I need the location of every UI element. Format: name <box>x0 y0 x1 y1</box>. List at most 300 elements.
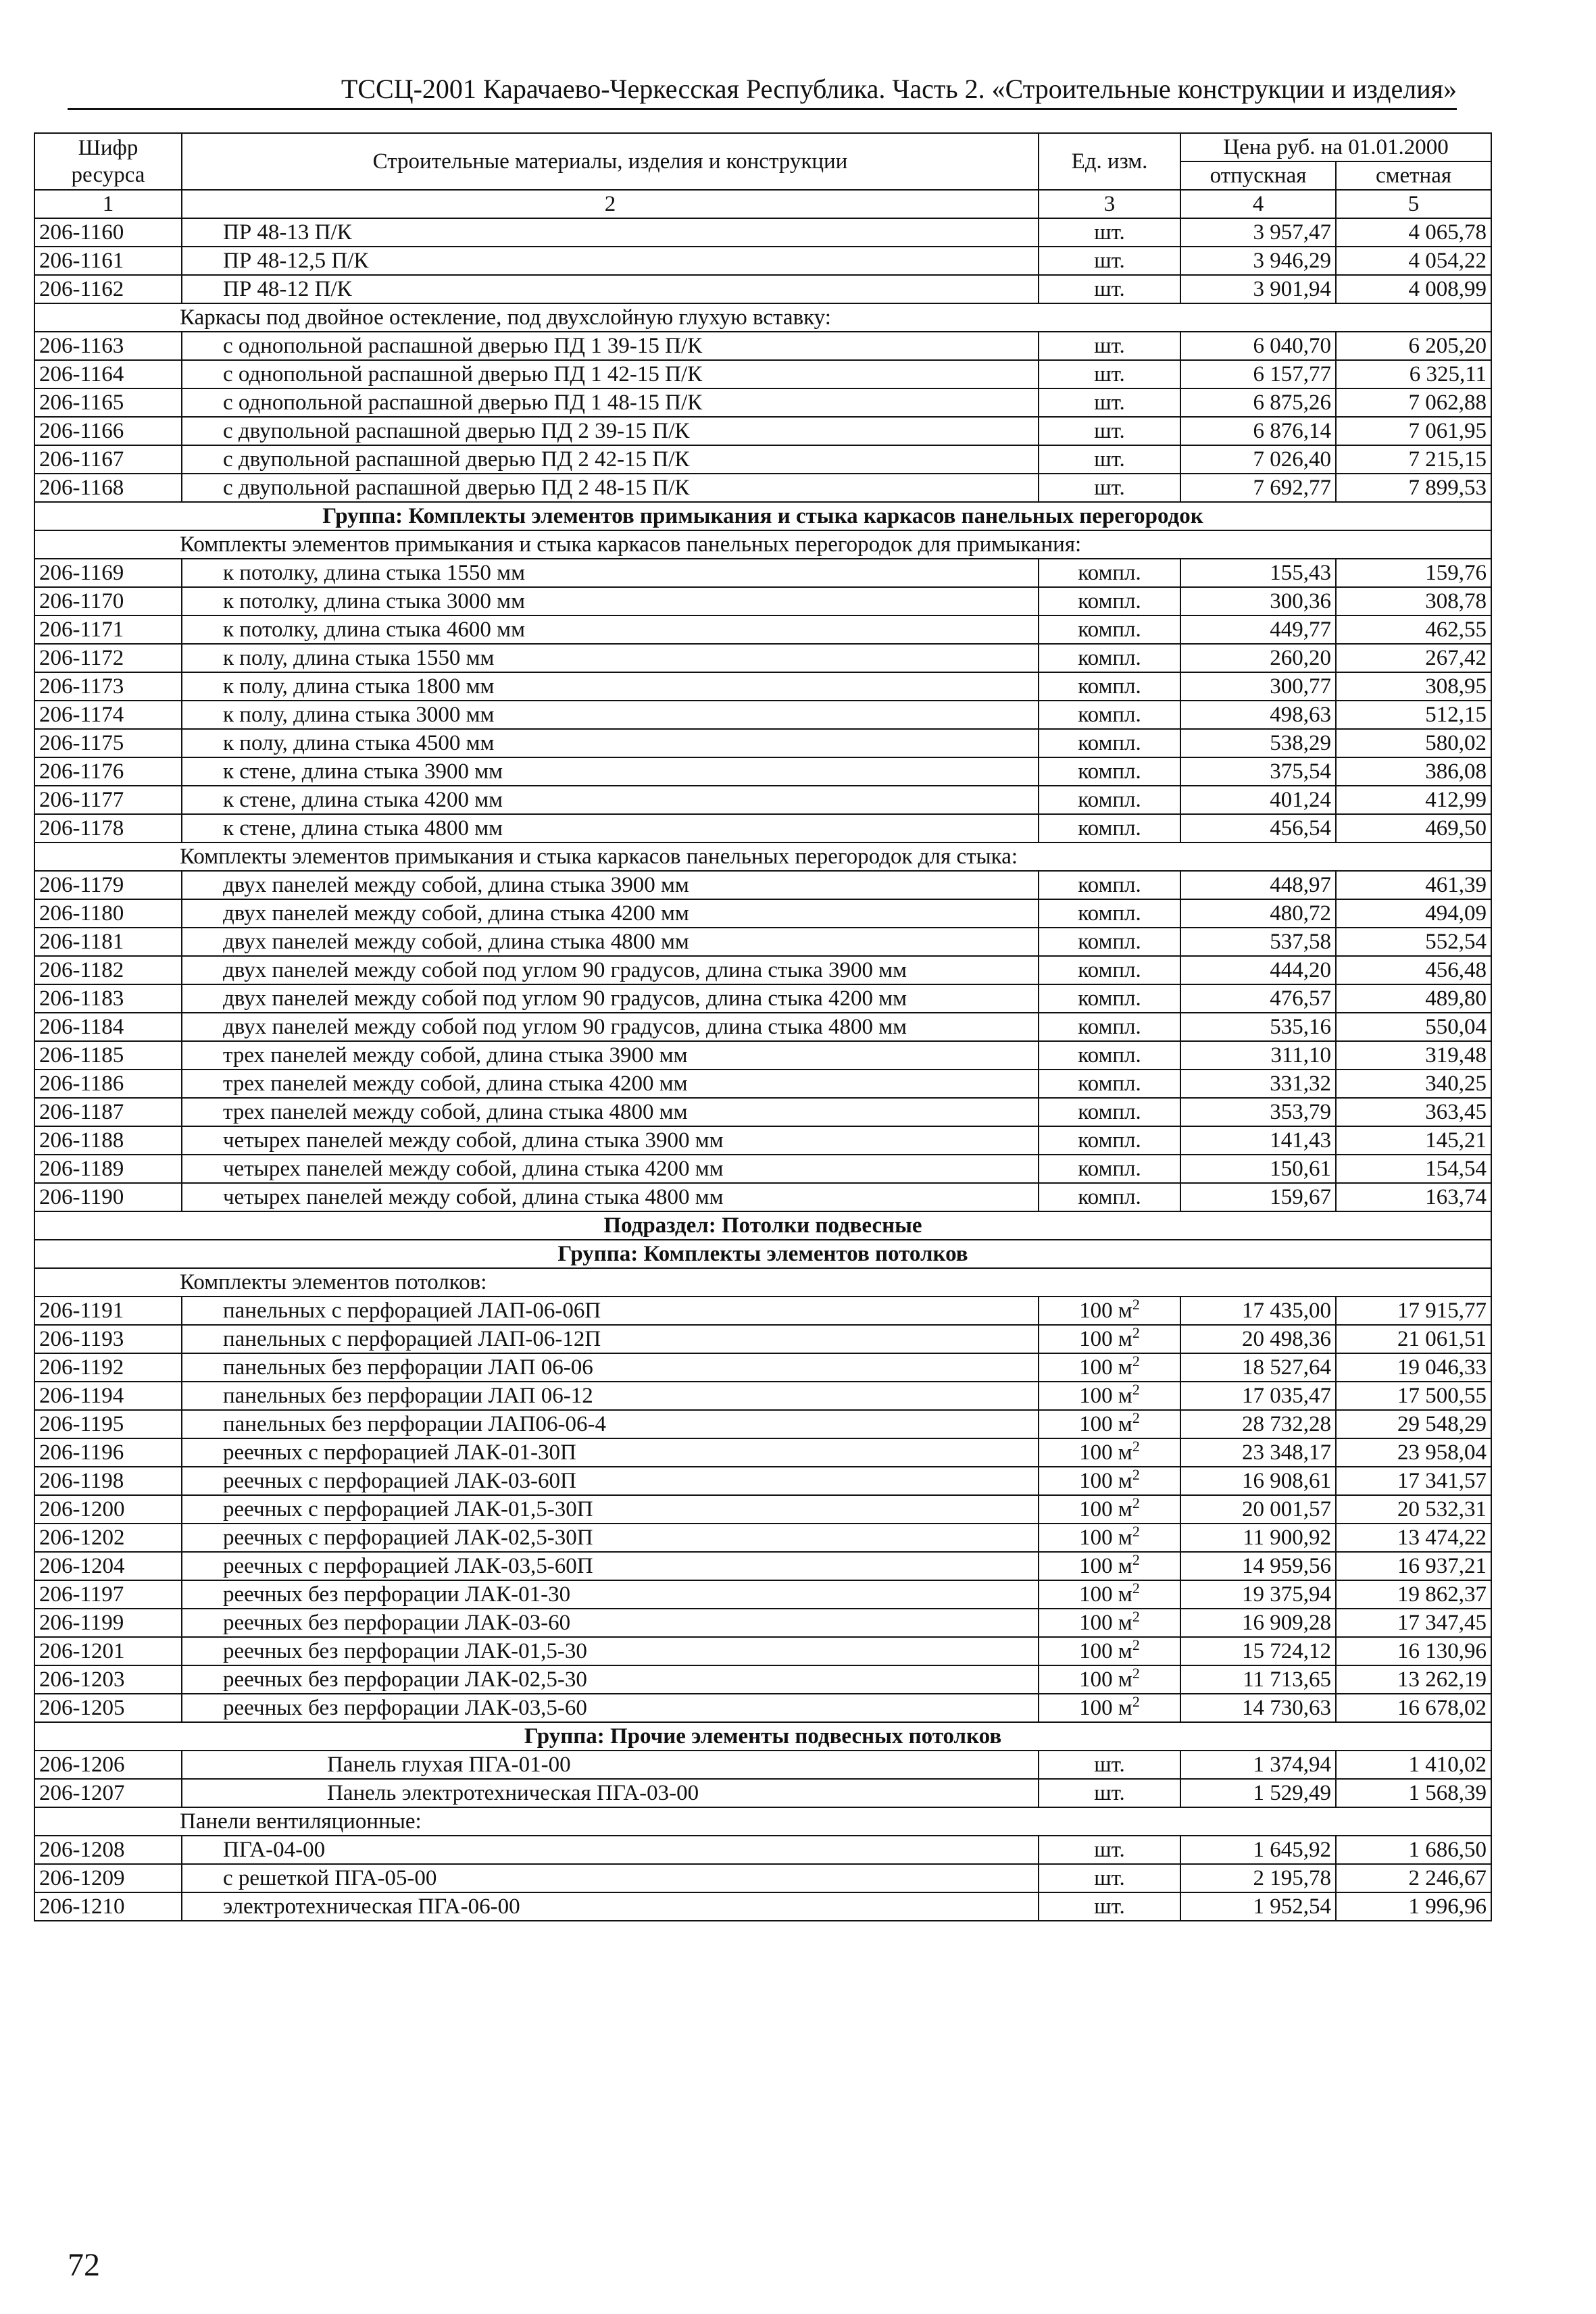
release-price: 6 157,77 <box>1180 360 1336 388</box>
resource-code: 206-1178 <box>34 814 182 842</box>
table-row <box>34 984 1491 1013</box>
resource-code: 206-1172 <box>34 644 182 672</box>
release-price: 11 713,65 <box>1180 1665 1336 1694</box>
unit-superscript: 2 <box>1132 1382 1140 1398</box>
release-price: 300,77 <box>1180 672 1336 701</box>
estimate-price: 19 046,33 <box>1336 1353 1491 1382</box>
unit-text: шт. <box>1094 1866 1125 1890</box>
unit-cell <box>1039 672 1180 701</box>
release-price: 1 529,49 <box>1180 1779 1336 1807</box>
unit-cell <box>1039 247 1180 275</box>
item-name: Панель электротехническая ПГА-03-00 <box>182 1779 1039 1807</box>
release-price: 480,72 <box>1180 899 1336 928</box>
unit-superscript: 2 <box>1132 1438 1140 1455</box>
unit-text: компл. <box>1078 901 1141 926</box>
item-name: ПР 48-13 П/К <box>182 218 1039 247</box>
group-heading: Группа: Комплекты элементов примыкания и стыка каркасов панельных перегородок <box>34 502 1491 530</box>
resource-code: 206-1185 <box>34 1041 182 1070</box>
estimate-price: 4 065,78 <box>1336 218 1491 247</box>
estimate-price: 550,04 <box>1336 1013 1491 1041</box>
item-name: с решеткой ПГА-05-00 <box>182 1864 1039 1892</box>
estimate-price: 319,48 <box>1336 1041 1491 1070</box>
item-name: двух панелей между собой, длина стыка 3900 мм <box>182 871 1039 899</box>
unit-text: шт. <box>1094 362 1125 386</box>
unit-text: компл. <box>1078 958 1141 982</box>
unit-text: 100 м <box>1079 1384 1132 1408</box>
unit-cell <box>1039 928 1180 956</box>
release-price: 16 908,61 <box>1180 1467 1336 1495</box>
unit-superscript: 2 <box>1132 1524 1140 1540</box>
unit-cell <box>1039 701 1180 729</box>
unit-cell <box>1039 1410 1180 1438</box>
unit-text: компл. <box>1078 759 1141 784</box>
group-heading-row <box>34 1722 1491 1751</box>
resource-code: 206-1201 <box>34 1637 182 1665</box>
unit-text: 100 м <box>1079 1611 1132 1635</box>
note-text: Комплекты элементов потолков: <box>34 1268 1491 1297</box>
table-row <box>34 1637 1491 1665</box>
unit-text: шт. <box>1094 419 1125 443</box>
unit-text: компл. <box>1078 1185 1141 1209</box>
note-row <box>34 1268 1491 1297</box>
unit-cell <box>1039 615 1180 644</box>
release-price: 331,32 <box>1180 1070 1336 1098</box>
table-row <box>34 729 1491 757</box>
release-price: 444,20 <box>1180 956 1336 984</box>
resource-code: 206-1181 <box>34 928 182 956</box>
release-price: 3 946,29 <box>1180 247 1336 275</box>
estimate-price: 6 205,20 <box>1336 332 1491 360</box>
unit-cell <box>1039 1665 1180 1694</box>
estimate-price: 7 215,15 <box>1336 445 1491 474</box>
unit-cell <box>1039 1183 1180 1211</box>
resource-code: 206-1190 <box>34 1183 182 1211</box>
table-row <box>34 587 1491 615</box>
unit-cell <box>1039 1495 1180 1524</box>
item-name: к потолку, длина стыка 1550 мм <box>182 559 1039 587</box>
unit-cell <box>1039 587 1180 615</box>
item-name: с однопольной распашной дверью ПД 1 42-15 П/К <box>182 360 1039 388</box>
estimate-price: 159,76 <box>1336 559 1491 587</box>
unit-text: 100 м <box>1079 1696 1132 1720</box>
item-name: к полу, длина стыка 1800 мм <box>182 672 1039 701</box>
table-row <box>34 786 1491 814</box>
item-name: с двупольной распашной дверью ПД 2 48-15 П/К <box>182 474 1039 502</box>
col-release-header: отпускная <box>1180 161 1336 190</box>
resource-code: 206-1171 <box>34 615 182 644</box>
unit-text: компл. <box>1078 589 1141 613</box>
table-row <box>34 1864 1491 1892</box>
estimate-price: 4 054,22 <box>1336 247 1491 275</box>
release-price: 20 001,57 <box>1180 1495 1336 1524</box>
release-price: 28 732,28 <box>1180 1410 1336 1438</box>
item-name: реечных без перфорации ЛАК-02,5-30 <box>182 1665 1039 1694</box>
col-name-header: Строительные материалы, изделия и конструкции <box>182 133 1039 190</box>
table-row <box>34 1098 1491 1126</box>
release-price: 6 040,70 <box>1180 332 1336 360</box>
unit-superscript: 2 <box>1132 1609 1140 1625</box>
note-text: Каркасы под двойное остекление, под двухслойную глухую вставку: <box>34 303 1491 332</box>
item-name: двух панелей между собой под углом 90 градусов, длина стыка 4800 мм <box>182 1013 1039 1041</box>
unit-cell <box>1039 1013 1180 1041</box>
release-price: 18 527,64 <box>1180 1353 1336 1382</box>
unit-superscript: 2 <box>1132 1467 1140 1483</box>
table-row <box>34 1892 1491 1921</box>
item-name: двух панелей между собой под углом 90 градусов, длина стыка 4200 мм <box>182 984 1039 1013</box>
resource-code: 206-1160 <box>34 218 182 247</box>
estimate-price: 19 862,37 <box>1336 1580 1491 1609</box>
resource-code: 206-1174 <box>34 701 182 729</box>
unit-text: компл. <box>1078 873 1141 897</box>
item-name: четырех панелей между собой, длина стыка 4800 мм <box>182 1183 1039 1211</box>
item-name: панельных без перфорации ЛАП 06-06 <box>182 1353 1039 1382</box>
estimate-price: 17 500,55 <box>1336 1382 1491 1410</box>
group-heading-row <box>34 1240 1491 1268</box>
unit-text: 100 м <box>1079 1639 1132 1663</box>
table-row <box>34 275 1491 303</box>
table-row <box>34 218 1491 247</box>
release-price: 7 692,77 <box>1180 474 1336 502</box>
table-row <box>34 672 1491 701</box>
estimate-price: 154,54 <box>1336 1155 1491 1183</box>
release-price: 300,36 <box>1180 587 1336 615</box>
table-row <box>34 644 1491 672</box>
table-row <box>34 1410 1491 1438</box>
unit-cell <box>1039 1438 1180 1467</box>
unit-cell <box>1039 729 1180 757</box>
unit-cell <box>1039 871 1180 899</box>
item-name: к потолку, длина стыка 3000 мм <box>182 587 1039 615</box>
release-price: 17 435,00 <box>1180 1297 1336 1325</box>
unit-cell <box>1039 814 1180 842</box>
estimate-price: 1 568,39 <box>1336 1779 1491 1807</box>
unit-superscript: 2 <box>1132 1580 1140 1596</box>
table-row <box>34 247 1491 275</box>
estimate-price: 580,02 <box>1336 729 1491 757</box>
estimate-price: 512,15 <box>1336 701 1491 729</box>
resource-code: 206-1197 <box>34 1580 182 1609</box>
page-number: 72 <box>68 2247 100 2283</box>
release-price: 7 026,40 <box>1180 445 1336 474</box>
estimate-price: 267,42 <box>1336 644 1491 672</box>
unit-superscript: 2 <box>1132 1694 1140 1710</box>
resource-code: 206-1187 <box>34 1098 182 1126</box>
resource-code: 206-1169 <box>34 559 182 587</box>
estimate-price: 308,78 <box>1336 587 1491 615</box>
estimate-price: 2 246,67 <box>1336 1864 1491 1892</box>
release-price: 6 876,14 <box>1180 417 1336 445</box>
resource-code: 206-1205 <box>34 1694 182 1722</box>
estimate-price: 1 996,96 <box>1336 1892 1491 1921</box>
unit-text: 100 м <box>1079 1667 1132 1692</box>
table-row <box>34 1155 1491 1183</box>
estimate-price: 494,09 <box>1336 899 1491 928</box>
estimate-price: 4 008,99 <box>1336 275 1491 303</box>
estimate-price: 489,80 <box>1336 984 1491 1013</box>
resource-code: 206-1184 <box>34 1013 182 1041</box>
unit-cell <box>1039 1297 1180 1325</box>
col-number-2: 2 <box>182 190 1039 218</box>
unit-text: 100 м <box>1079 1526 1132 1550</box>
unit-cell <box>1039 757 1180 786</box>
estimate-price: 145,21 <box>1336 1126 1491 1155</box>
estimate-price: 13 262,19 <box>1336 1665 1491 1694</box>
estimate-price: 29 548,29 <box>1336 1410 1491 1438</box>
group-heading: Группа: Прочие элементы подвесных потолков <box>34 1722 1491 1751</box>
release-price: 353,79 <box>1180 1098 1336 1126</box>
estimate-price: 7 062,88 <box>1336 388 1491 417</box>
resource-code: 206-1195 <box>34 1410 182 1438</box>
release-price: 20 498,36 <box>1180 1325 1336 1353</box>
item-name: к полу, длина стыка 1550 мм <box>182 644 1039 672</box>
resource-code: 206-1170 <box>34 587 182 615</box>
estimate-price: 1 410,02 <box>1336 1751 1491 1779</box>
estimate-price: 462,55 <box>1336 615 1491 644</box>
estimate-price: 13 474,22 <box>1336 1524 1491 1552</box>
unit-text: компл. <box>1078 703 1141 727</box>
unit-cell <box>1039 1126 1180 1155</box>
unit-text: шт. <box>1094 1894 1125 1919</box>
release-price: 476,57 <box>1180 984 1336 1013</box>
release-price: 3 957,47 <box>1180 218 1336 247</box>
release-price: 449,77 <box>1180 615 1336 644</box>
unit-text: шт. <box>1094 1781 1125 1805</box>
resource-code: 206-1200 <box>34 1495 182 1524</box>
table-body <box>34 218 1491 1921</box>
unit-cell <box>1039 1552 1180 1580</box>
unit-cell <box>1039 1892 1180 1921</box>
item-name: реечных без перфорации ЛАК-03,5-60 <box>182 1694 1039 1722</box>
unit-superscript: 2 <box>1132 1353 1140 1369</box>
unit-text: компл. <box>1078 1157 1141 1181</box>
item-name: Панель глухая ПГА-01-00 <box>182 1751 1039 1779</box>
unit-cell <box>1039 275 1180 303</box>
release-price: 498,63 <box>1180 701 1336 729</box>
resource-code: 206-1202 <box>34 1524 182 1552</box>
unit-superscript: 2 <box>1132 1665 1140 1682</box>
table-row <box>34 1609 1491 1637</box>
item-name: двух панелей между собой, длина стыка 4200 мм <box>182 899 1039 928</box>
unit-cell <box>1039 1098 1180 1126</box>
table-row <box>34 1013 1491 1041</box>
estimate-price: 20 532,31 <box>1336 1495 1491 1524</box>
col-code-header: Шифр ресурса <box>34 133 182 190</box>
unit-text: 100 м <box>1079 1469 1132 1493</box>
estimate-price: 17 341,57 <box>1336 1467 1491 1495</box>
item-name: реечных с перфорацией ЛАК-03,5-60П <box>182 1552 1039 1580</box>
table-row <box>34 1552 1491 1580</box>
unit-text: компл. <box>1078 674 1141 699</box>
release-price: 23 348,17 <box>1180 1438 1336 1467</box>
unit-text: компл. <box>1078 1100 1141 1124</box>
col-estimate-header: сметная <box>1336 161 1491 190</box>
resource-code: 206-1208 <box>34 1836 182 1864</box>
unit-superscript: 2 <box>1132 1637 1140 1653</box>
resource-code: 206-1166 <box>34 417 182 445</box>
table-row <box>34 1495 1491 1524</box>
table-row <box>34 1041 1491 1070</box>
item-name: реечных с перфорацией ЛАК-03-60П <box>182 1467 1039 1495</box>
release-price: 6 875,26 <box>1180 388 1336 417</box>
table-row <box>34 1382 1491 1410</box>
col-price-header: Цена руб. на 01.01.2000 <box>1180 133 1491 161</box>
table-row <box>34 1694 1491 1722</box>
unit-text: шт. <box>1094 447 1125 472</box>
resource-code: 206-1198 <box>34 1467 182 1495</box>
release-price: 375,54 <box>1180 757 1336 786</box>
unit-text: 100 м <box>1079 1327 1132 1351</box>
item-name: с однопольной распашной дверью ПД 1 48-15 П/К <box>182 388 1039 417</box>
estimate-price: 16 678,02 <box>1336 1694 1491 1722</box>
item-name: ПГА-04-00 <box>182 1836 1039 1864</box>
unit-text: шт. <box>1094 220 1125 245</box>
release-price: 16 909,28 <box>1180 1609 1336 1637</box>
release-price: 3 901,94 <box>1180 275 1336 303</box>
item-name: трех панелей между собой, длина стыка 3900 мм <box>182 1041 1039 1070</box>
table-header <box>34 133 1491 218</box>
unit-superscript: 2 <box>1132 1410 1140 1426</box>
unit-text: компл. <box>1078 986 1141 1011</box>
unit-superscript: 2 <box>1132 1325 1140 1341</box>
unit-text: компл. <box>1078 816 1141 840</box>
item-name: панельных без перфорации ЛАП06-06-4 <box>182 1410 1039 1438</box>
unit-cell <box>1039 786 1180 814</box>
unit-text: шт. <box>1094 476 1125 500</box>
resource-code: 206-1196 <box>34 1438 182 1467</box>
item-name: панельных с перфорацией ЛАП-06-06П <box>182 1297 1039 1325</box>
group-heading: Группа: Комплекты элементов потолков <box>34 1240 1491 1268</box>
unit-cell <box>1039 1070 1180 1098</box>
note-text: Комплекты элементов примыкания и стыка каркасов панельных перегородок для примыкания: <box>34 530 1491 559</box>
table-row <box>34 1438 1491 1467</box>
estimate-price: 6 325,11 <box>1336 360 1491 388</box>
note-row <box>34 530 1491 559</box>
estimate-price: 363,45 <box>1336 1098 1491 1126</box>
resource-code: 206-1179 <box>34 871 182 899</box>
col-number-4: 4 <box>1180 190 1336 218</box>
unit-cell <box>1039 956 1180 984</box>
release-price: 311,10 <box>1180 1041 1336 1070</box>
resource-code: 206-1204 <box>34 1552 182 1580</box>
item-name: к стене, длина стыка 3900 мм <box>182 757 1039 786</box>
table-row <box>34 559 1491 587</box>
resource-code: 206-1207 <box>34 1779 182 1807</box>
item-name: ПР 48-12 П/К <box>182 275 1039 303</box>
unit-text: компл. <box>1078 646 1141 670</box>
estimate-price: 461,39 <box>1336 871 1491 899</box>
table-row <box>34 757 1491 786</box>
table-row <box>34 1580 1491 1609</box>
price-table <box>34 132 1492 1921</box>
release-price: 537,58 <box>1180 928 1336 956</box>
unit-text: шт. <box>1094 1838 1125 1862</box>
unit-superscript: 2 <box>1132 1297 1140 1313</box>
estimate-price: 163,74 <box>1336 1183 1491 1211</box>
resource-code: 206-1186 <box>34 1070 182 1098</box>
release-price: 535,16 <box>1180 1013 1336 1041</box>
unit-text: 100 м <box>1079 1554 1132 1578</box>
note-row <box>34 1807 1491 1836</box>
table-row <box>34 615 1491 644</box>
table-row <box>34 1325 1491 1353</box>
estimate-price: 16 937,21 <box>1336 1552 1491 1580</box>
table-row <box>34 1467 1491 1495</box>
unit-cell <box>1039 388 1180 417</box>
item-name: к полу, длина стыка 4500 мм <box>182 729 1039 757</box>
item-name: к потолку, длина стыка 4600 мм <box>182 615 1039 644</box>
release-price: 1 952,54 <box>1180 1892 1336 1921</box>
unit-text: 100 м <box>1079 1497 1132 1521</box>
release-price: 141,43 <box>1180 1126 1336 1155</box>
unit-text: компл. <box>1078 561 1141 585</box>
estimate-price: 386,08 <box>1336 757 1491 786</box>
unit-cell <box>1039 1694 1180 1722</box>
unit-text: 100 м <box>1079 1582 1132 1607</box>
item-name: электротехническая ПГА-06-00 <box>182 1892 1039 1921</box>
table-row <box>34 701 1491 729</box>
item-name: к стене, длина стыка 4200 мм <box>182 786 1039 814</box>
unit-cell <box>1039 1609 1180 1637</box>
unit-text: компл. <box>1078 1128 1141 1153</box>
unit-superscript: 2 <box>1132 1552 1140 1568</box>
unit-cell <box>1039 1580 1180 1609</box>
unit-text: компл. <box>1078 1072 1141 1096</box>
unit-cell <box>1039 445 1180 474</box>
unit-superscript: 2 <box>1132 1495 1140 1511</box>
item-name: с двупольной распашной дверью ПД 2 42-15 П/К <box>182 445 1039 474</box>
table-row <box>34 1353 1491 1382</box>
release-price: 448,97 <box>1180 871 1336 899</box>
unit-text: 100 м <box>1079 1440 1132 1465</box>
unit-cell <box>1039 899 1180 928</box>
release-price: 260,20 <box>1180 644 1336 672</box>
release-price: 19 375,94 <box>1180 1580 1336 1609</box>
unit-text: компл. <box>1078 930 1141 954</box>
estimate-price: 16 130,96 <box>1336 1637 1491 1665</box>
release-price: 1 645,92 <box>1180 1836 1336 1864</box>
table-row <box>34 899 1491 928</box>
resource-code: 206-1210 <box>34 1892 182 1921</box>
col-number-3: 3 <box>1039 190 1180 218</box>
release-price: 401,24 <box>1180 786 1336 814</box>
resource-code: 206-1188 <box>34 1126 182 1155</box>
release-price: 1 374,94 <box>1180 1751 1336 1779</box>
unit-text: шт. <box>1094 391 1125 415</box>
table-row <box>34 814 1491 842</box>
unit-cell <box>1039 559 1180 587</box>
release-price: 15 724,12 <box>1180 1637 1336 1665</box>
estimate-price: 17 347,45 <box>1336 1609 1491 1637</box>
unit-text: компл. <box>1078 731 1141 755</box>
release-price: 456,54 <box>1180 814 1336 842</box>
release-price: 150,61 <box>1180 1155 1336 1183</box>
resource-code: 206-1164 <box>34 360 182 388</box>
resource-code: 206-1168 <box>34 474 182 502</box>
estimate-price: 308,95 <box>1336 672 1491 701</box>
table-row <box>34 360 1491 388</box>
item-name: реечных с перфорацией ЛАК-01-30П <box>182 1438 1039 1467</box>
unit-cell <box>1039 644 1180 672</box>
subsection-heading-row <box>34 1211 1491 1240</box>
resource-code: 206-1206 <box>34 1751 182 1779</box>
unit-cell <box>1039 984 1180 1013</box>
resource-code: 206-1191 <box>34 1297 182 1325</box>
col-number-1: 1 <box>34 190 182 218</box>
release-price: 2 195,78 <box>1180 1864 1336 1892</box>
unit-text: компл. <box>1078 1043 1141 1067</box>
resource-code: 206-1193 <box>34 1325 182 1353</box>
resource-code: 206-1176 <box>34 757 182 786</box>
